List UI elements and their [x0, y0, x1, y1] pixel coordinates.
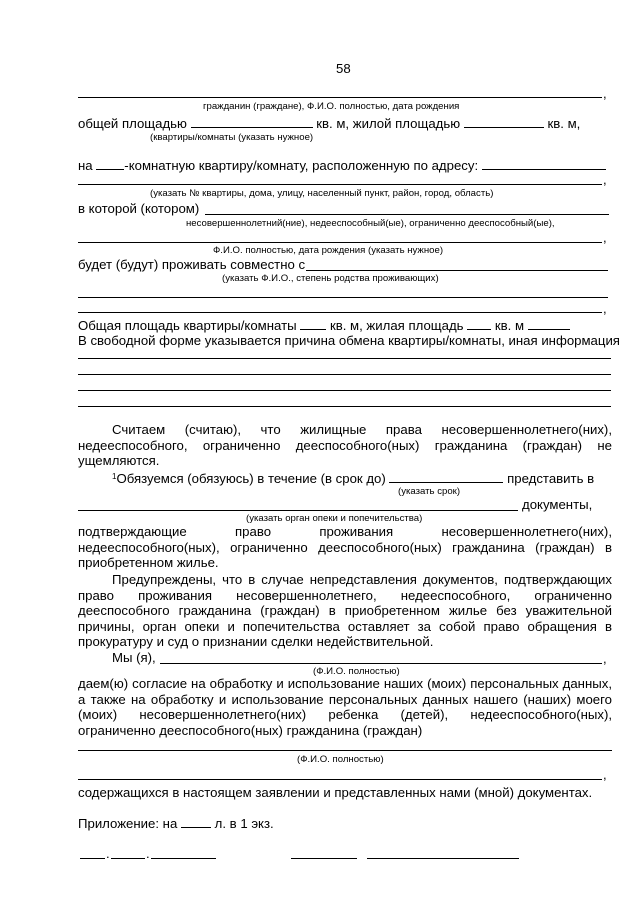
- caption-minors: несовершеннолетний(ние), недееспособный(ые), ограниченно дееспособный(ые),: [186, 218, 555, 229]
- date-separator: .: [146, 846, 150, 861]
- area-unit-2: кв. м: [494, 318, 525, 333]
- comma: ,: [603, 651, 607, 666]
- comma: ,: [603, 230, 607, 245]
- will-live-label: будет (будут) проживать совместно с: [78, 257, 306, 272]
- total-area-row: [78, 318, 570, 333]
- citizen-line[interactable]: [78, 97, 602, 98]
- in-which-field[interactable]: [205, 214, 609, 215]
- caption-guardian: (указать орган опеки и попечительства): [246, 513, 423, 524]
- caption-term: (указать срок): [398, 486, 461, 497]
- info-line-4[interactable]: [78, 406, 611, 407]
- warning-paragraph: Предупреждены, что в случае непредставления документов, подтверждающих право проживания несовершеннолетнего, недееспособного, ограниченно дееспособного гражданина (граждан) в приобретенном жилье без уважительной причины, орган опеки и попечительства оставляет за собой право обращения в прокуратуру и суд о признании сделки недействительной.: [78, 572, 612, 649]
- apartment-living-field[interactable]: [467, 318, 491, 330]
- rights-paragraph: Считаем (считаю), что жилищные права несовершеннолетнего(них), недееспособного, ограниченно дееспособного(ных) гражданина (граждан) не ущемляются.: [78, 422, 612, 468]
- apartment-area-field[interactable]: [300, 318, 326, 330]
- obligation-row: [112, 469, 594, 486]
- caption-cohabitants: (указать Ф.И.О., степень родства проживающих): [222, 273, 439, 284]
- rooms-row: [78, 158, 606, 173]
- attachment-label: Приложение: на: [78, 816, 178, 831]
- fio-line[interactable]: [78, 242, 602, 243]
- comma: ,: [603, 767, 607, 782]
- consent-paragraph: даем(ю) согласие на обработку и использование наших (моих) персональных данных, а также на обработку и использование персональных данных нашего (наших) моего (моих) несовершеннолетнего(них) ребенка (детей), недееспособного(ных), ограниченно дееспособного(ных) гражданина (граждан): [78, 676, 612, 738]
- footnote-mark: 1: [112, 472, 117, 481]
- date-year-field[interactable]: [151, 858, 216, 859]
- caption-address: (указать № квартиры, дома, улицу, населенный пункт, район, город, область): [150, 188, 494, 199]
- caption-fio: Ф.И.О. полностью, дата рождения (указать нужное): [213, 245, 444, 256]
- documents-label: документы,: [522, 497, 593, 512]
- info-line-1[interactable]: [78, 358, 611, 359]
- info-line-3[interactable]: [78, 390, 611, 391]
- in-which-label: в которой (котором): [78, 201, 200, 216]
- address-line-2[interactable]: [78, 184, 602, 185]
- address-field[interactable]: [482, 158, 606, 170]
- living-area-label-2: кв. м, жилая площадь: [329, 318, 464, 333]
- caption-fio-2: (Ф.И.О. полностью): [297, 754, 384, 765]
- rooms-text: -комнатную квартиру/комнату, расположенную по адресу:: [124, 158, 479, 173]
- we-label: Мы (я),: [112, 650, 156, 665]
- date-month-field[interactable]: [111, 858, 145, 859]
- attachment-pages-field[interactable]: [181, 816, 211, 828]
- caption-we-fio: (Ф.И.О. полностью): [313, 666, 400, 677]
- fio-line-2[interactable]: [78, 750, 612, 751]
- apartment-area-label: Общая площадь квартиры/комнаты: [78, 318, 297, 333]
- cohabitants-field[interactable]: [306, 270, 608, 271]
- contained-text: содержащихся в настоящем заявлении и представленных нами (мной) документах.: [78, 785, 593, 800]
- deadline-field[interactable]: [389, 471, 503, 483]
- total-area-label: общей площадью: [78, 116, 187, 131]
- signature-name-field[interactable]: [367, 858, 519, 859]
- cohabitants-line-3[interactable]: [78, 312, 602, 313]
- comma: ,: [603, 172, 607, 187]
- comma: ,: [603, 86, 607, 101]
- attachment-rest: л. в 1 экз.: [214, 816, 274, 831]
- obligation-text: Обязуемся (обязуюсь) в течение (в срок до): [116, 471, 386, 486]
- comma: ,: [603, 301, 607, 316]
- attachment-row: [78, 816, 274, 831]
- confirm-paragraph: подтверждающие право проживания несовершеннолетнего(них), недееспособного(ных), ограниченно дееспособного(ных) гражданина (граждан) в приобретенном жилье.: [78, 524, 612, 570]
- page-number: 58: [336, 61, 351, 76]
- signature-field[interactable]: [291, 858, 357, 859]
- caption-rooms: (квартиры/комнаты (указать нужное): [150, 132, 314, 143]
- rooms-count-field[interactable]: [96, 158, 124, 170]
- cohabitants-line-2[interactable]: [78, 297, 608, 298]
- total-area-field[interactable]: [191, 116, 313, 128]
- date-separator: .: [106, 846, 110, 861]
- living-area-label: кв. м, жилой площадью: [316, 116, 461, 131]
- fio-line-3[interactable]: [78, 779, 602, 780]
- date-day-field[interactable]: [80, 858, 105, 859]
- we-fio-field[interactable]: [160, 663, 602, 664]
- caption-citizen: гражданин (граждане), Ф.И.О. полностью, дата рождения: [203, 101, 460, 112]
- guardian-field[interactable]: [78, 510, 518, 511]
- info-line-2[interactable]: [78, 374, 611, 375]
- area-row: [78, 116, 580, 131]
- free-form-note: В свободной форме указывается причина обмена квартиры/комнаты, иная информация: [78, 333, 620, 348]
- na-label: на: [78, 158, 93, 173]
- extra-area-field[interactable]: [528, 318, 570, 330]
- area-unit: кв. м,: [547, 116, 581, 131]
- present-label: представить в: [507, 471, 595, 486]
- living-area-field[interactable]: [464, 116, 544, 128]
